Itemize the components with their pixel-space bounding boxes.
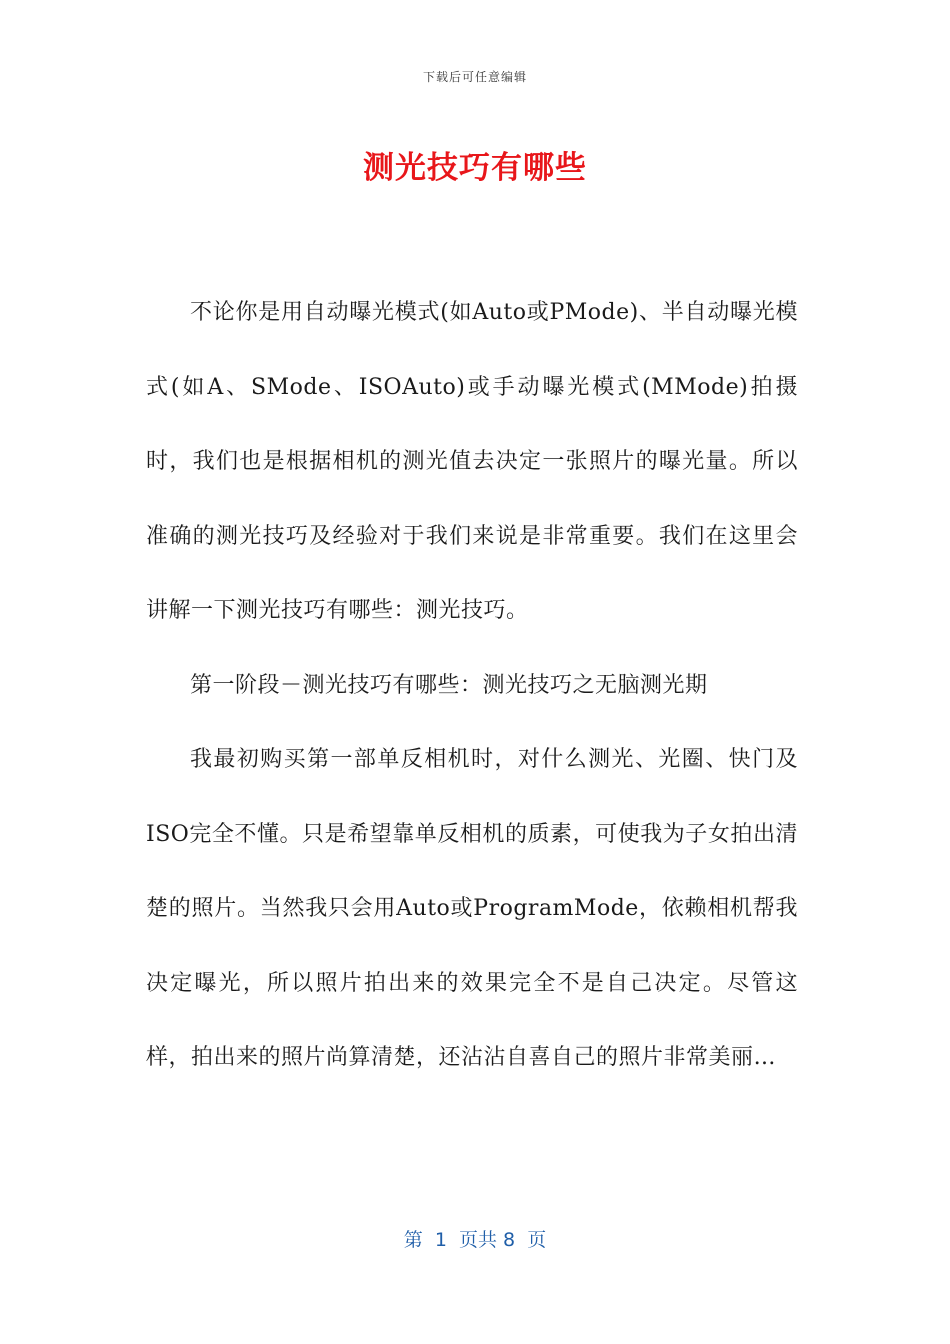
document-title: 测光技巧有哪些 (363, 150, 587, 186)
header-note: 下载后可任意编辑 (422, 70, 527, 84)
paragraph-story: 我最初购买第一部单反相机时，对什么测光、光圈、快门及ISO完全不懂。只是希望靠单反相机的质素，可使我为子女拍出清楚的照片。当然我只会用Auto或ProgramMode，依赖相机帮我决定曝光，所以照片拍出来的效果完全不是自己决定。尽管这样，拍出来的照片尚算清楚，还沾沾自喜自己的照片非常美丽… (146, 747, 798, 1070)
paragraph-intro: 不论你是用自动曝光模式(如Auto或PMode)、半自动曝光模式(如A、SMode、ISOAuto)或手动曝光模式(MMode)拍摄时，我们也是根据相机的测光值去决定一张照片的曝光量。所以准确的测光技巧及经验对于我们来说是非常重要。我们在这里会讲解一下测光技巧有哪些：测光技巧。 (146, 300, 798, 623)
paragraph-section-heading: 第一阶段－测光技巧有哪些：测光技巧之无脑测光期 (190, 672, 708, 698)
page-number-footer: 第 1 页共 8 页 (403, 1229, 547, 1251)
document-body (146, 276, 798, 1096)
